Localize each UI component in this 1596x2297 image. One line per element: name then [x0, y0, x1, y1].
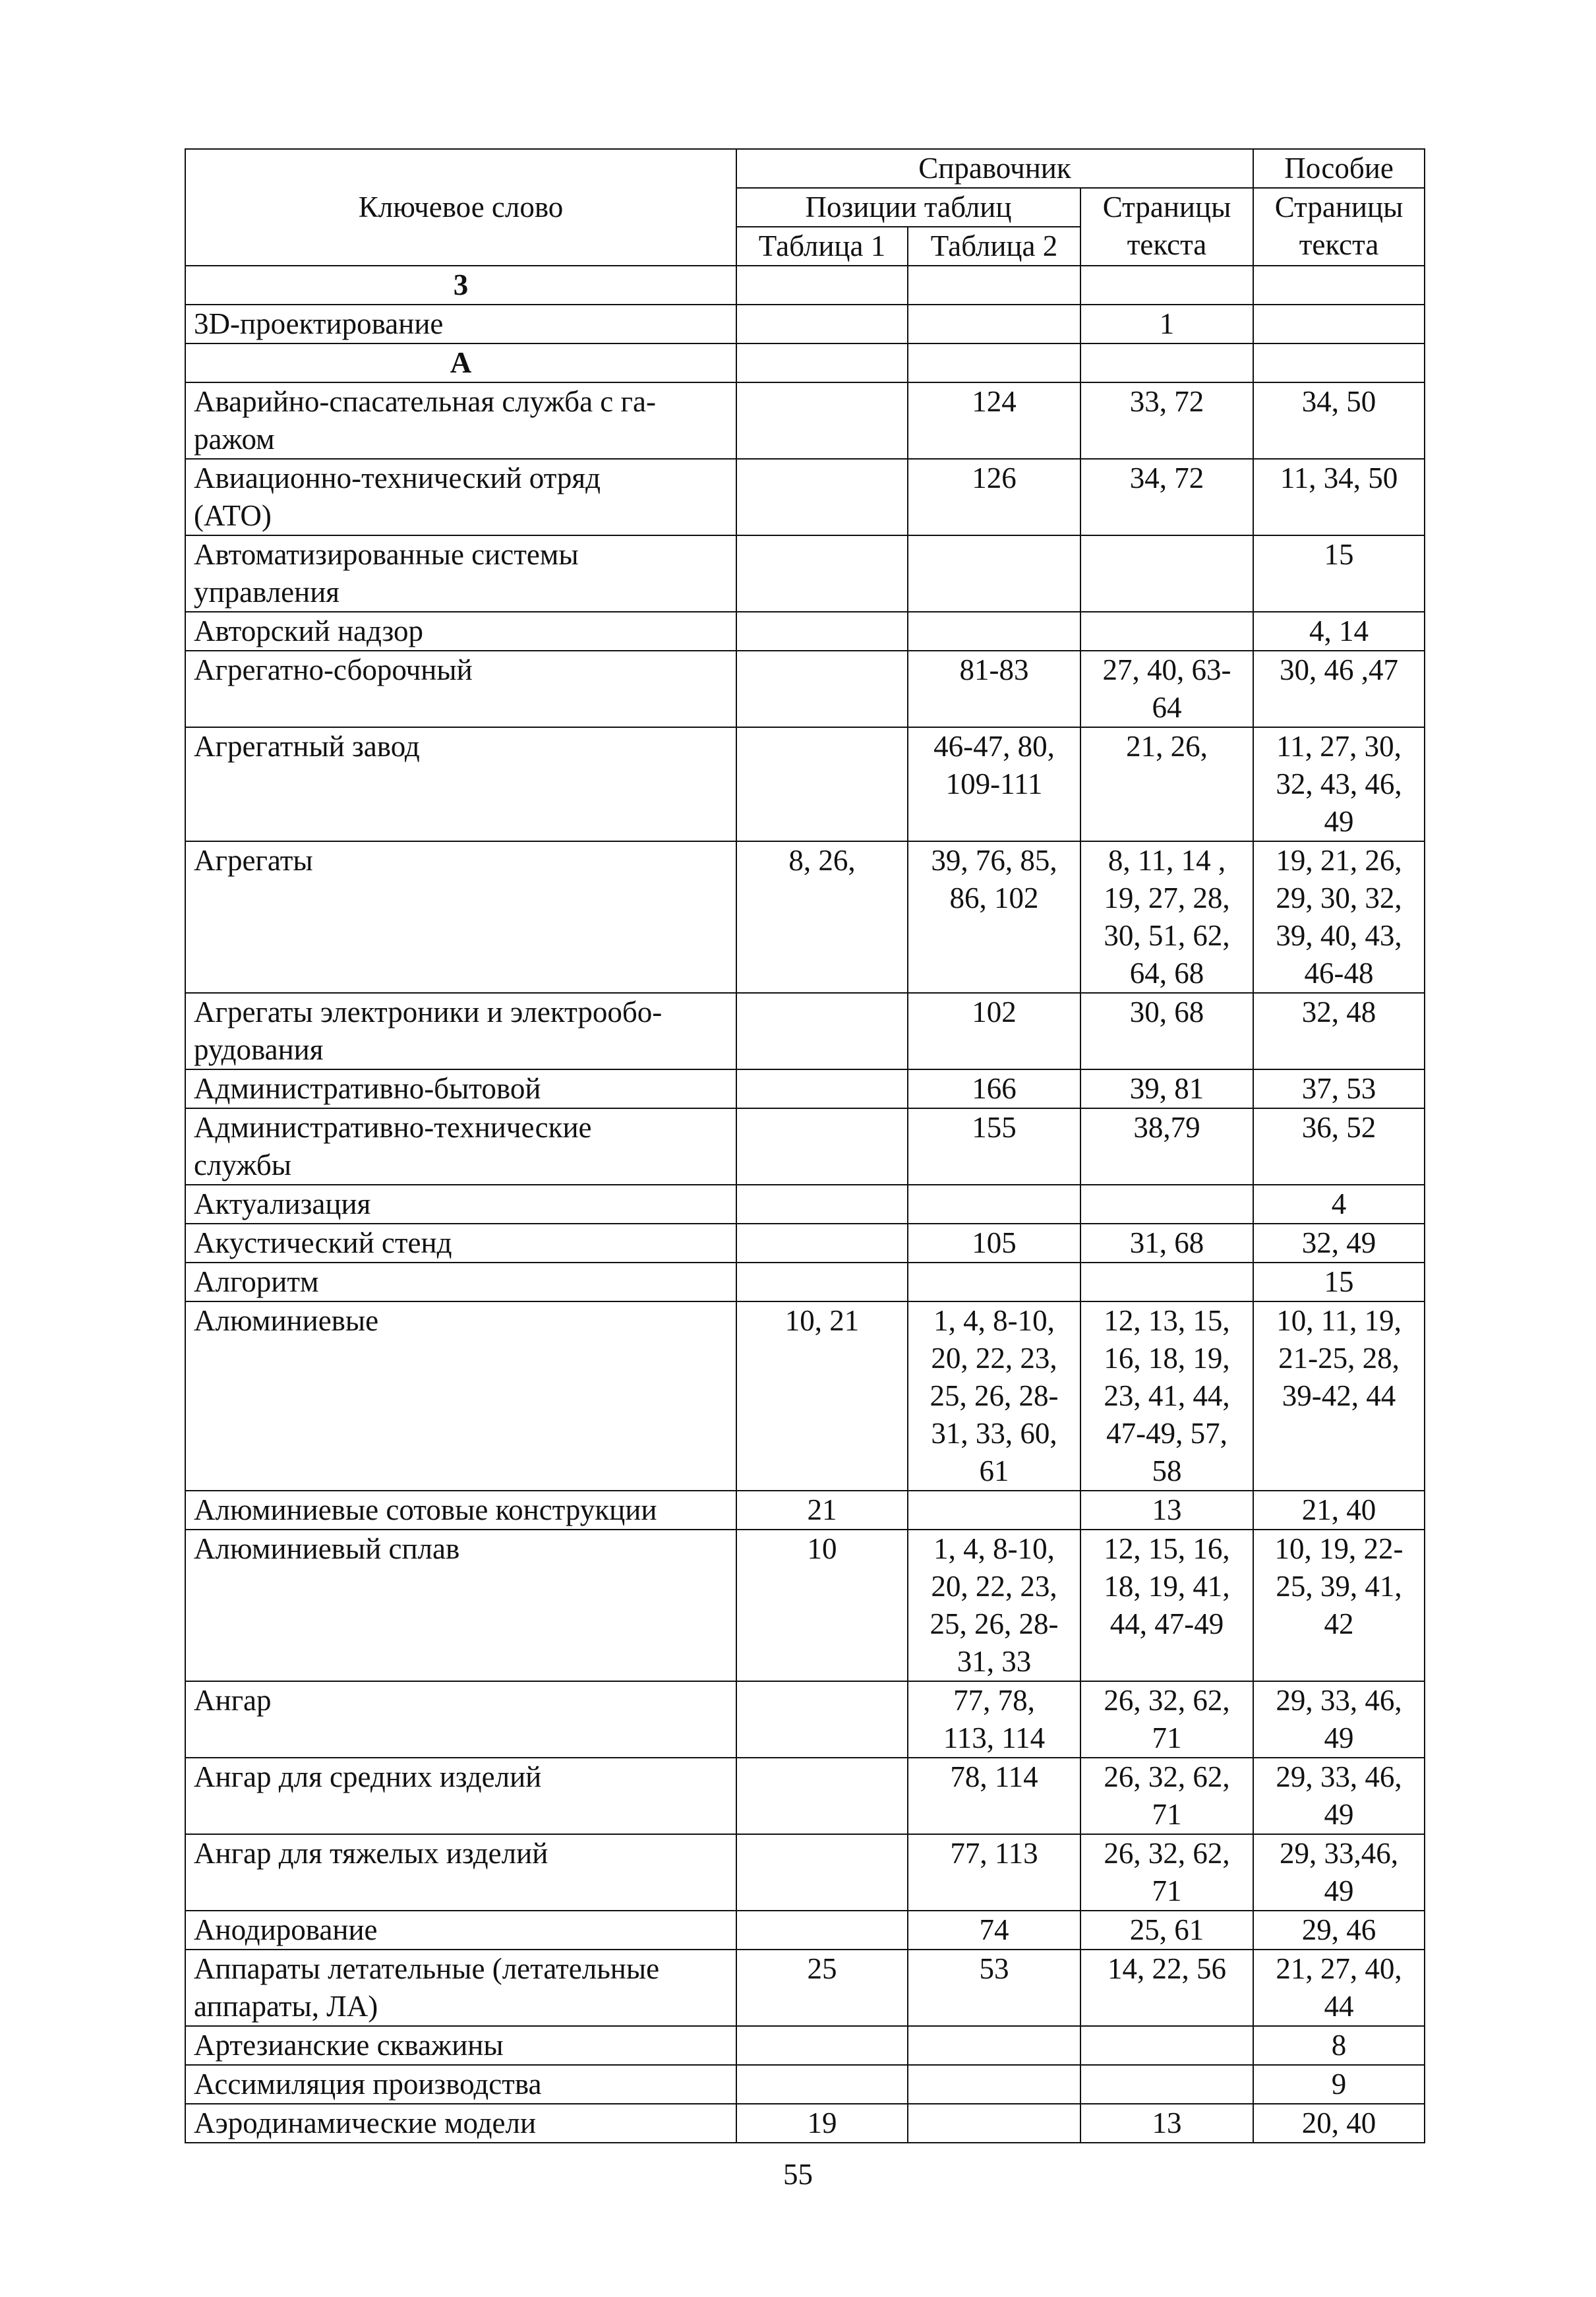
keyword-index-table — [185, 148, 1425, 2143]
table1-cell — [736, 305, 908, 343]
manual-pages-header: Страницы текста — [1253, 188, 1425, 266]
text-pages-cell: 25, 61 — [1080, 1911, 1253, 1950]
text-pages-cell: 21, 26, — [1080, 727, 1253, 841]
table2-cell: 39, 76, 85, 86, 102 — [908, 841, 1080, 993]
manual-pages-cell: 29, 33, 46, 49 — [1253, 1681, 1425, 1758]
text-pages-cell: 26, 32, 62, 71 — [1080, 1681, 1253, 1758]
table2-cell: 1, 4, 8-10, 20, 22, 23, 25, 26, 28- 31, 33 — [908, 1530, 1080, 1681]
table1-cell: 8, 26, — [736, 841, 908, 993]
table-row — [185, 1185, 1425, 1224]
table2-header: Таблица 2 — [908, 227, 1080, 266]
table2-cell — [908, 2065, 1080, 2104]
table1-cell — [736, 535, 908, 612]
table1-cell — [736, 1224, 908, 1263]
manual-pages-cell: 29, 33, 46, 49 — [1253, 1758, 1425, 1834]
keyword-cell: Агрегаты — [185, 841, 736, 993]
table1-cell: 21 — [736, 1491, 908, 1530]
table-row — [185, 727, 1425, 841]
table2-cell — [908, 535, 1080, 612]
empty-cell — [1080, 343, 1253, 382]
empty-cell — [1253, 266, 1425, 305]
manual-pages-cell: 21, 27, 40, 44 — [1253, 1950, 1425, 2026]
table-row — [185, 1681, 1425, 1758]
table2-cell — [908, 1185, 1080, 1224]
table-row — [185, 1069, 1425, 1108]
table-row — [185, 1834, 1425, 1911]
keyword-column-header: Ключевое слово — [185, 149, 736, 266]
table2-cell: 124 — [908, 382, 1080, 459]
manual-pages-cell: 11, 27, 30, 32, 43, 46, 49 — [1253, 727, 1425, 841]
keyword-cell: Алгоритм — [185, 1263, 736, 1301]
keyword-cell: Автоматизированные системы управления — [185, 535, 736, 612]
manual-pages-cell: 37, 53 — [1253, 1069, 1425, 1108]
keyword-cell: Ассимиляция производства — [185, 2065, 736, 2104]
text-pages-cell — [1080, 2065, 1253, 2104]
manual-pages-cell: 36, 52 — [1253, 1108, 1425, 1185]
table-row — [185, 612, 1425, 651]
table-row — [185, 2026, 1425, 2065]
text-pages-cell: 33, 72 — [1080, 382, 1253, 459]
table2-cell: 105 — [908, 1224, 1080, 1263]
manual-pages-cell: 4, 14 — [1253, 612, 1425, 651]
keyword-cell: Агрегатный завод — [185, 727, 736, 841]
keyword-cell: Агрегатно-сборочный — [185, 651, 736, 727]
table2-cell: 78, 114 — [908, 1758, 1080, 1834]
text-pages-cell: 26, 32, 62, 71 — [1080, 1758, 1253, 1834]
keyword-cell: Алюминиевые сотовые конструкции — [185, 1491, 736, 1530]
table1-cell — [736, 651, 908, 727]
manual-pages-cell: 19, 21, 26, 29, 30, 32, 39, 40, 43, 46-48 — [1253, 841, 1425, 993]
table-row — [185, 1950, 1425, 2026]
text-pages-cell: 39, 81 — [1080, 1069, 1253, 1108]
manual-pages-cell: 8 — [1253, 2026, 1425, 2065]
empty-cell — [908, 343, 1080, 382]
table-row — [185, 1301, 1425, 1491]
keyword-cell: Актуализация — [185, 1185, 736, 1224]
table1-cell — [736, 1911, 908, 1950]
page-number: 55 — [783, 2158, 813, 2191]
keyword-cell: Артезианские скважины — [185, 2026, 736, 2065]
keyword-cell: Ангар — [185, 1681, 736, 1758]
table-row — [185, 2104, 1425, 2143]
manual-pages-cell: 10, 11, 19, 21-25, 28, 39-42, 44 — [1253, 1301, 1425, 1491]
keyword-cell: Ангар для средних изделий — [185, 1758, 736, 1834]
table2-cell — [908, 612, 1080, 651]
manual-pages-cell: 15 — [1253, 1263, 1425, 1301]
table1-cell — [736, 727, 908, 841]
reference-header: Справочник — [736, 149, 1253, 188]
text-pages-header: Страницы текста — [1080, 188, 1253, 266]
manual-pages-cell: 30, 46 ,47 — [1253, 651, 1425, 727]
keyword-cell: Акустический стенд — [185, 1224, 736, 1263]
table1-cell — [736, 1069, 908, 1108]
text-pages-cell: 12, 13, 15, 16, 18, 19, 23, 41, 44, 47-49, 57, 58 — [1080, 1301, 1253, 1491]
table1-cell — [736, 2026, 908, 2065]
table2-cell: 77, 78, 113, 114 — [908, 1681, 1080, 1758]
text-pages-cell — [1080, 1185, 1253, 1224]
table1-cell: 25 — [736, 1950, 908, 2026]
manual-pages-cell: 11, 34, 50 — [1253, 459, 1425, 535]
keyword-cell: Аэродинамические модели — [185, 2104, 736, 2143]
manual-pages-cell: 29, 46 — [1253, 1911, 1425, 1950]
table-row — [185, 305, 1425, 343]
manual-pages-cell: 10, 19, 22- 25, 39, 41, 42 — [1253, 1530, 1425, 1681]
table1-cell: 10 — [736, 1530, 908, 1681]
manual-pages-cell: 29, 33,46, 49 — [1253, 1834, 1425, 1911]
table2-cell: 166 — [908, 1069, 1080, 1108]
text-pages-cell: 12, 15, 16, 18, 19, 41, 44, 47-49 — [1080, 1530, 1253, 1681]
text-pages-cell — [1080, 535, 1253, 612]
table2-cell: 53 — [908, 1950, 1080, 2026]
keyword-cell: Административно-технические службы — [185, 1108, 736, 1185]
text-pages-cell: 14, 22, 56 — [1080, 1950, 1253, 2026]
table-positions-header: Позиции таблиц — [736, 188, 1080, 227]
table-row — [185, 651, 1425, 727]
table2-cell — [908, 305, 1080, 343]
table2-cell: 77, 113 — [908, 1834, 1080, 1911]
table1-cell — [736, 1681, 908, 1758]
table1-cell — [736, 612, 908, 651]
text-pages-cell: 13 — [1080, 2104, 1253, 2143]
table-row — [185, 1530, 1425, 1681]
table-row — [185, 1108, 1425, 1185]
text-pages-cell: 34, 72 — [1080, 459, 1253, 535]
table1-cell — [736, 1263, 908, 1301]
table1-cell — [736, 1758, 908, 1834]
keyword-cell: Аварийно-спасательная служба с га- ражом — [185, 382, 736, 459]
keyword-cell: Административно-бытовой — [185, 1069, 736, 1108]
table2-cell: 1, 4, 8-10, 20, 22, 23, 25, 26, 28- 31, 33, 60, 61 — [908, 1301, 1080, 1491]
table1-cell: 19 — [736, 2104, 908, 2143]
table-row — [185, 459, 1425, 535]
manual-pages-cell: 32, 48 — [1253, 993, 1425, 1069]
manual-pages-cell: 21, 40 — [1253, 1491, 1425, 1530]
keyword-cell: Авиационно-технический отряд (АТО) — [185, 459, 736, 535]
text-pages-cell: 26, 32, 62, 71 — [1080, 1834, 1253, 1911]
table2-cell — [908, 2026, 1080, 2065]
table-body — [185, 266, 1425, 2143]
keyword-cell: Алюминиевые — [185, 1301, 736, 1491]
text-pages-cell: 8, 11, 14 , 19, 27, 28, 30, 51, 62, 64, 68 — [1080, 841, 1253, 993]
manual-pages-cell: 34, 50 — [1253, 382, 1425, 459]
text-pages-cell — [1080, 612, 1253, 651]
empty-cell — [736, 266, 908, 305]
table1-cell — [736, 2065, 908, 2104]
table2-cell — [908, 1491, 1080, 1530]
table2-cell: 155 — [908, 1108, 1080, 1185]
table2-cell: 126 — [908, 459, 1080, 535]
table1-cell — [736, 1834, 908, 1911]
manual-pages-cell: 4 — [1253, 1185, 1425, 1224]
table-row — [185, 1224, 1425, 1263]
text-pages-cell: 30, 68 — [1080, 993, 1253, 1069]
keyword-cell: Аппараты летательные (летательные аппараты, ЛА) — [185, 1950, 736, 2026]
keyword-cell: Ангар для тяжелых изделий — [185, 1834, 736, 1911]
manual-pages-cell — [1253, 305, 1425, 343]
table1-cell — [736, 382, 908, 459]
table-row — [185, 382, 1425, 459]
keyword-cell: Авторский надзор — [185, 612, 736, 651]
table1-cell: 10, 21 — [736, 1301, 908, 1491]
text-pages-cell: 1 — [1080, 305, 1253, 343]
text-pages-cell — [1080, 2026, 1253, 2065]
section-letter-row — [185, 266, 1425, 305]
text-pages-cell: 13 — [1080, 1491, 1253, 1530]
empty-cell — [1080, 266, 1253, 305]
empty-cell — [1253, 343, 1425, 382]
table2-cell: 74 — [908, 1911, 1080, 1950]
manual-pages-cell: 15 — [1253, 535, 1425, 612]
table-row — [185, 2065, 1425, 2104]
table1-cell — [736, 1108, 908, 1185]
table1-cell — [736, 1185, 908, 1224]
table1-header: Таблица 1 — [736, 227, 908, 266]
manual-pages-cell: 32, 49 — [1253, 1224, 1425, 1263]
section-letter-row — [185, 343, 1425, 382]
table2-cell: 46-47, 80, 109-111 — [908, 727, 1080, 841]
section-letter: 3 — [185, 266, 736, 305]
keyword-cell: Алюминиевый сплав — [185, 1530, 736, 1681]
table1-cell — [736, 993, 908, 1069]
table2-cell: 81-83 — [908, 651, 1080, 727]
manual-header: Пособие — [1253, 149, 1425, 188]
empty-cell — [736, 343, 908, 382]
text-pages-cell: 27, 40, 63- 64 — [1080, 651, 1253, 727]
table-row — [185, 535, 1425, 612]
table-row — [185, 1263, 1425, 1301]
text-pages-cell — [1080, 1263, 1253, 1301]
manual-pages-cell: 9 — [1253, 2065, 1425, 2104]
table1-cell — [736, 459, 908, 535]
table-row — [185, 1758, 1425, 1834]
text-pages-cell: 31, 68 — [1080, 1224, 1253, 1263]
keyword-cell: Анодирование — [185, 1911, 736, 1950]
keyword-cell: 3D-проектирование — [185, 305, 736, 343]
table2-cell — [908, 2104, 1080, 2143]
table2-cell — [908, 1263, 1080, 1301]
manual-pages-cell: 20, 40 — [1253, 2104, 1425, 2143]
table-header — [185, 149, 1425, 266]
section-letter: А — [185, 343, 736, 382]
text-pages-cell: 38,79 — [1080, 1108, 1253, 1185]
table-row — [185, 841, 1425, 993]
table2-cell: 102 — [908, 993, 1080, 1069]
keyword-cell: Агрегаты электроники и электрообо- рудования — [185, 993, 736, 1069]
empty-cell — [908, 266, 1080, 305]
table-row — [185, 1911, 1425, 1950]
table-row — [185, 1491, 1425, 1530]
table-row — [185, 993, 1425, 1069]
